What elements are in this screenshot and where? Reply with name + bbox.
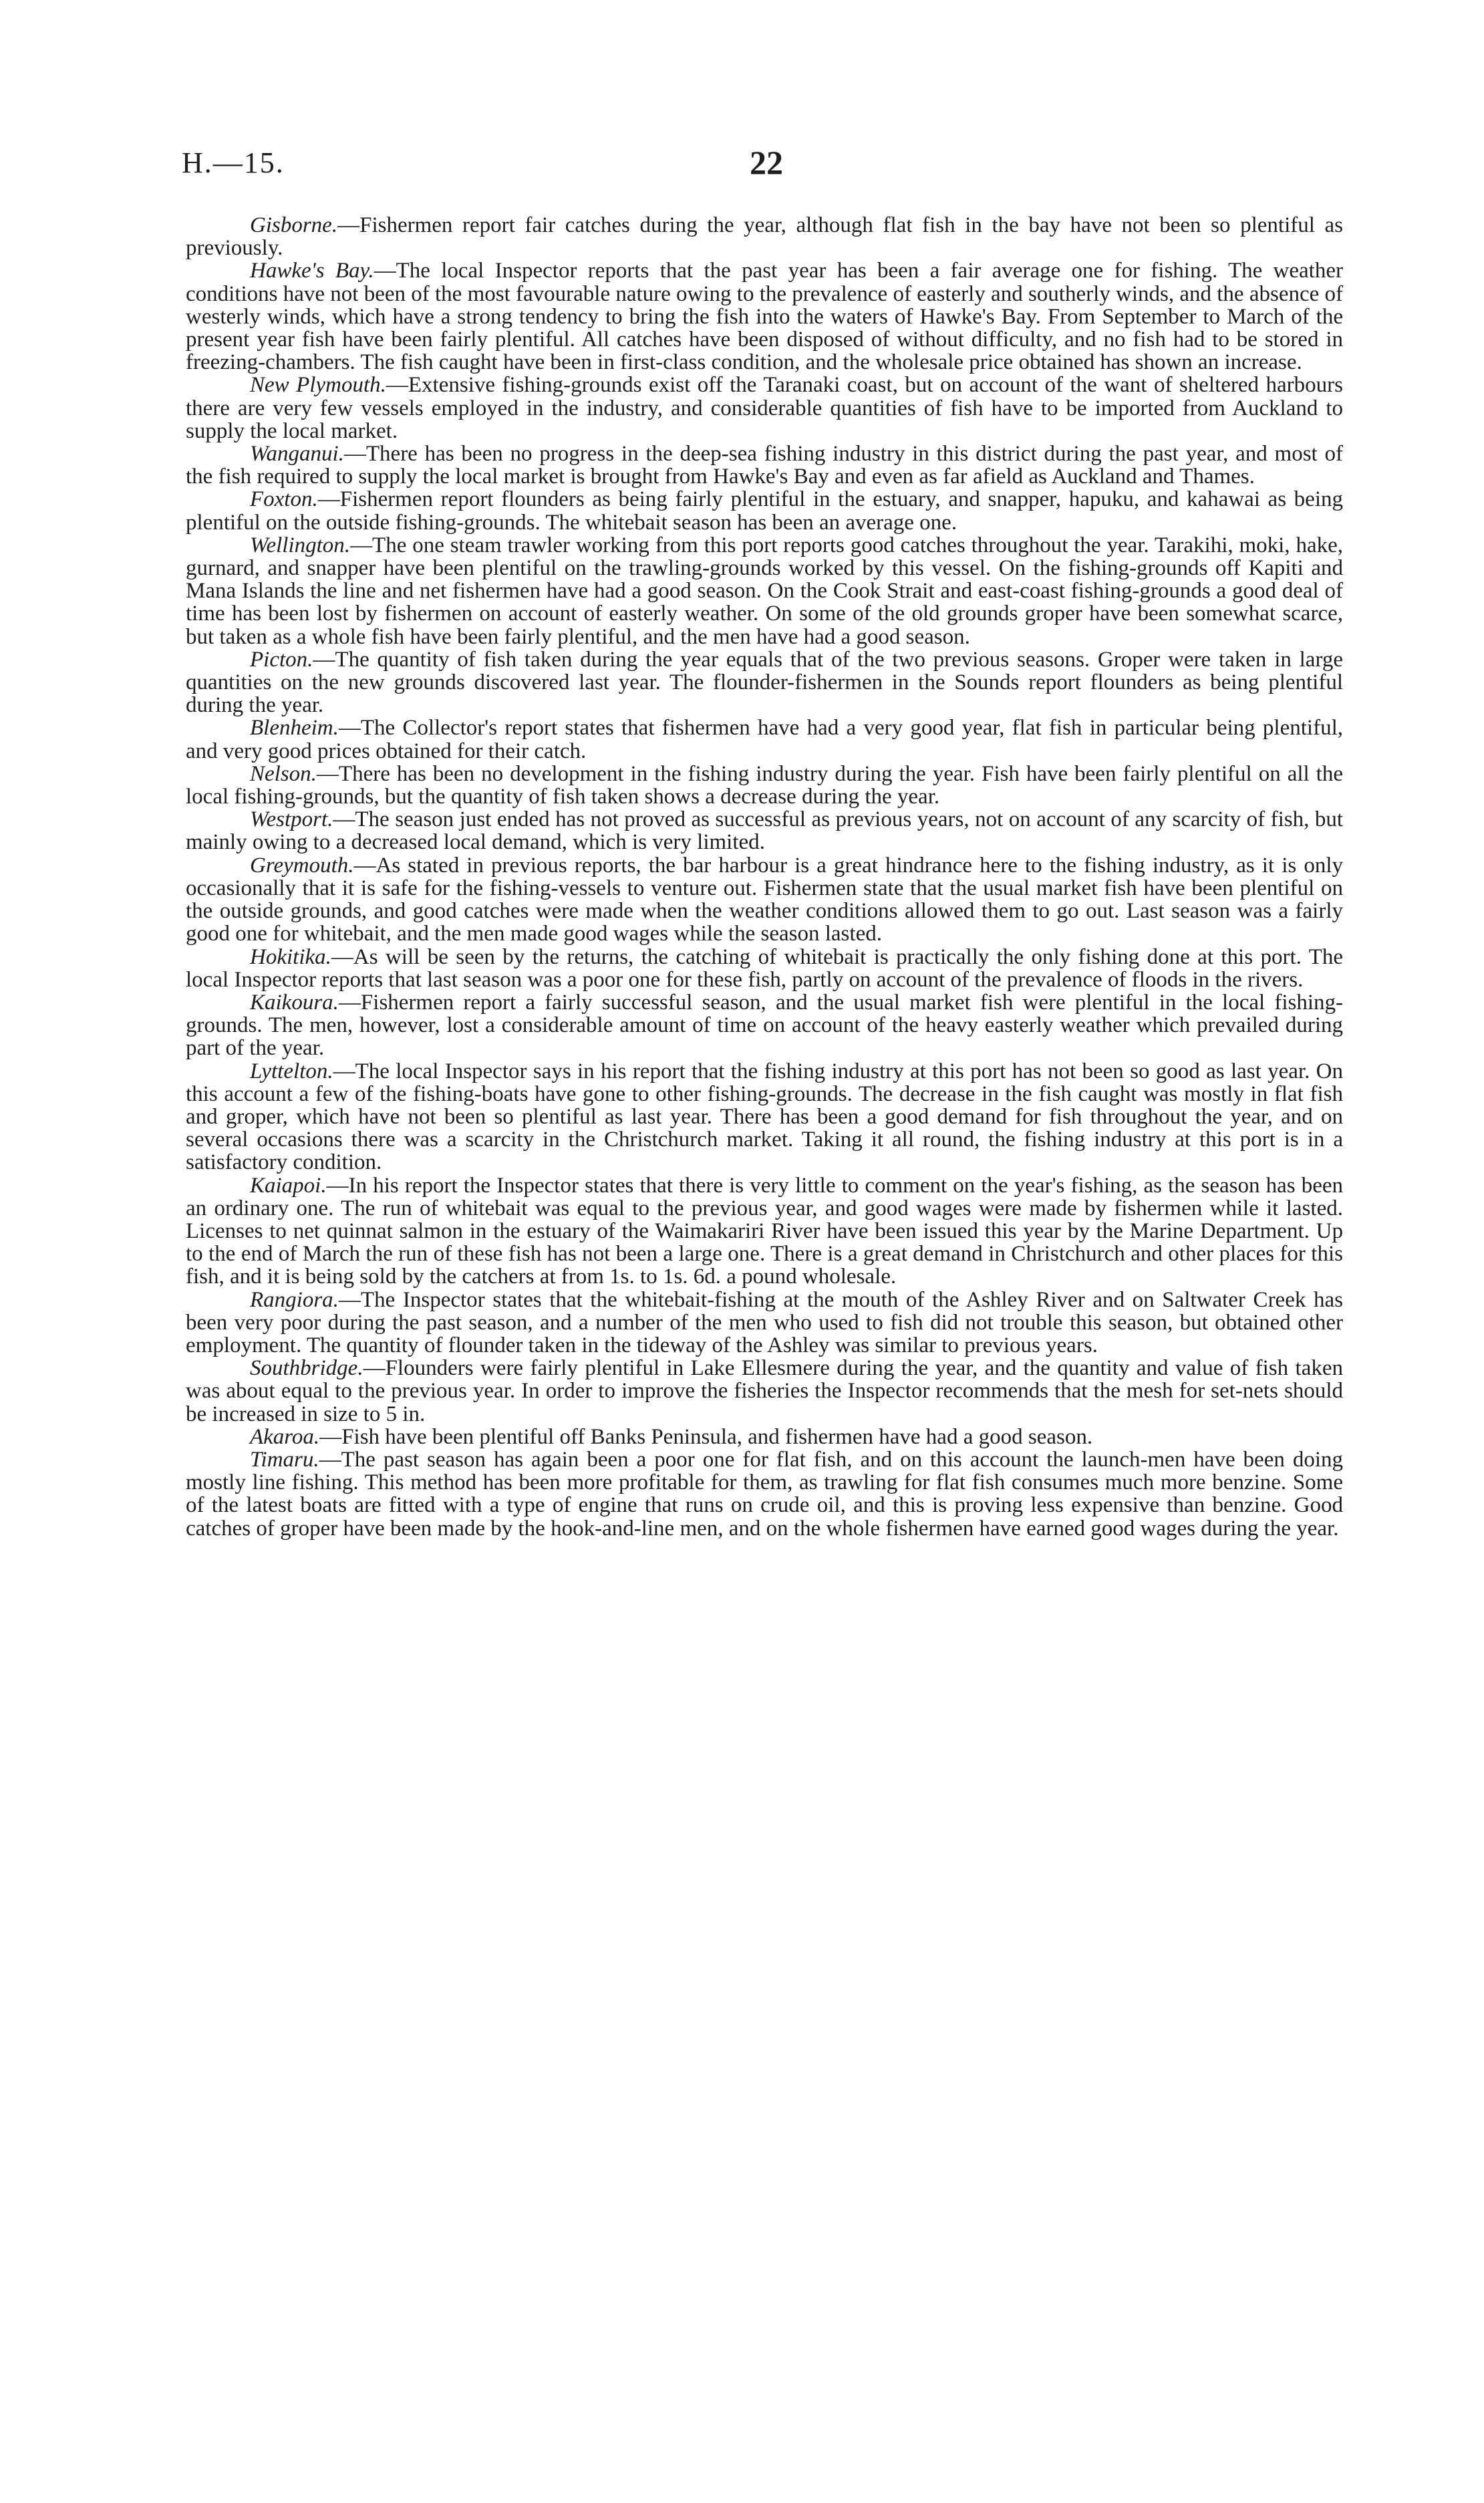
paragraph-text: —There has been no progress in the deep-sea fishing industry in this district during the past year, and most of the fish required to supply the local market is brought from Hawke's Bay and even as far afield as Auckland and Thames. — [186, 442, 1343, 489]
paragraph-text: —In his report the Inspector states that there is very little to comment on the year's fishing, as the season has been an ordinary one. The run of whitebait was equal to the previous year, and good wages were made by fishermen while it lasted. Licenses to net quinnat salmon in the estuary of the Waimakariri River have been issued this year by the Marine Department. Up to the end of March the run of these fish has not been a large one. There is a great demand in Christchurch and other places for this fish, and it is being sold by the catchers at from 1s. to 1s. 6d. a pound wholesale. — [186, 1173, 1343, 1289]
document-reference: H.—15. — [182, 146, 285, 179]
paragraph-kaikoura — [186, 991, 1343, 1060]
paragraph-greymouth — [186, 854, 1343, 946]
paragraph-westport — [186, 808, 1343, 853]
place-name: Westport. — [250, 807, 333, 832]
paragraph-gisborne — [186, 214, 1343, 259]
paragraph-text: —Fish have been plentiful off Banks Peninsula, and fishermen have had a good season. — [319, 1424, 1093, 1449]
paragraph-text: —The local Inspector reports that the past year has been a fair average one for fishing. The weather conditions have not been of the most favourable nature owing to the prevalence of easterly and southerly winds, and the absence of westerly winds, which have a strong tendency to bring the fish into the waters of Hawke's Bay. From September to March of the present year fish have been fairly plentiful. All catches have been disposed of without difficulty, and no fish had to be stored in freezing-chambers. The fish caught have been in first-class condition, and the wholesale price obtained has shown an increase. — [186, 259, 1343, 375]
place-name: Greymouth. — [250, 853, 354, 878]
paragraph-text: —The past season has again been a poor one for flat fish, and on this account the launch-men have been doing mostly line fishing. This method has been more profitable for them, as trawling for flat fish consumes much more benzine. Some of the latest boats are fitted with a type of engine that runs on crude oil, and this is proving less expensive than benzine. Good catches of groper have been made by the hook-and-line men, and on the whole fishermen have earned good wages during the year. — [186, 1447, 1343, 1541]
place-name: Kaiapoi. — [250, 1173, 327, 1198]
paragraph-foxton — [186, 488, 1343, 533]
place-name: Foxton. — [250, 487, 318, 512]
paragraph-text: —The local Inspector says in his report that the fishing industry at this port has not been so good as last year. On this account a few of the fishing-boats have gone to other fishing-grounds. The decrease in the fish caught was mostly in flat fish and groper, which have not been so plentiful as last year. There has been a good demand for fish throughout the year, and on several occasions there was a scarcity in the Christchurch market. Taking it all round, the fishing industry at this port is in a satisfactory condition. — [186, 1059, 1343, 1175]
place-name: Timaru. — [250, 1447, 319, 1472]
place-name: Hokitika. — [250, 944, 331, 969]
paragraph-rangiora — [186, 1289, 1343, 1357]
paragraph-picton — [186, 648, 1343, 717]
place-name: New Plymouth. — [250, 373, 386, 398]
place-name: Rangiora. — [250, 1287, 339, 1312]
place-name: Wellington. — [250, 533, 351, 557]
paragraph-hokitika — [186, 946, 1343, 991]
place-name: Picton. — [250, 647, 313, 672]
paragraph-southbridge — [186, 1357, 1343, 1426]
paragraph-kaiapoi — [186, 1174, 1343, 1289]
paragraph-blenheim — [186, 716, 1343, 762]
paragraph-text: —The one steam trawler working from this port reports good catches throughout the year. Tarakihi, moki, hake, gurnard, and snapper have been plentiful on the trawling-grounds worked by this vessel. On the fishing-grounds off Kapiti and Mana Islands the line and net fishermen have had a good season. On the Cook Strait and east-coast fishing-grounds a good deal of time has been lost by fishermen on account of easterly weather. On some of the old grounds groper have been somewhat scarce, but taken as a whole fish have been fairly plentiful, and the men have had a good season. — [186, 533, 1343, 649]
paragraph-lyttelton — [186, 1060, 1343, 1174]
paragraph-text: —The Collector's report states that fishermen have had a very good year, flat fish in particular being plentiful, and very good prices obtained for their catch. — [186, 716, 1343, 763]
paragraph-text: —The quantity of fish taken during the year equals that of the two previous seasons. Groper were taken in large quantities on the new grounds discovered last year. The flounder-fishermen in the Sounds report flounders as being plentiful during the year. — [186, 647, 1343, 718]
paragraph-akaroa — [186, 1426, 1343, 1448]
place-name: Wanganui. — [250, 442, 344, 467]
place-name: Nelson. — [250, 761, 317, 786]
place-name: Blenheim. — [250, 716, 339, 741]
paragraph-text: —Fishermen report a fairly successful season, and the usual market fish were plentiful in the local fishing-grounds. The men, however, lost a considerable amount of time on account of the heavy easterly weather which prevailed during part of the year. — [186, 990, 1343, 1061]
place-name: Kaikoura. — [250, 990, 339, 1015]
report-body — [186, 214, 1343, 1540]
paragraph-text: —As stated in previous reports, the bar harbour is a great hindrance here to the fishing industry, as it is only occasionally that it is safe for the fishing-vessels to venture out. Fishermen state that the usual market fish have been plentiful on the outside grounds, and good catches were made when the weather conditions allowed them to go out. Last season was a fairly good one for whitebait, and the men made good wages while the season lasted. — [186, 853, 1343, 946]
place-name: Lyttelton. — [250, 1059, 333, 1083]
paragraph-text: —The season just ended has not proved as successful as previous years, not on account of any scarcity of fish, but mainly owing to a decreased local demand, which is very limited. — [186, 807, 1343, 855]
paragraph-text: —There has been no development in the fishing industry during the year. Fish have been fairly plentiful on all the local fishing-grounds, but the quantity of fish taken shows a decrease during the year. — [186, 761, 1343, 809]
paragraph-text: —Fishermen report fair catches during the year, although flat fish in the bay have not been so plentiful as previously. — [186, 213, 1343, 261]
paragraph-text: —Fishermen report flounders as being fairly plentiful in the estuary, and snapper, hapuku, and kahawai as being plentiful on the outside fishing-grounds. The whitebait season has been an average one. — [186, 487, 1343, 535]
place-name: Hawke's Bay. — [250, 259, 374, 283]
paragraph-new-plymouth — [186, 374, 1343, 442]
paragraph-text: —Extensive fishing-grounds exist off the Taranaki coast, but on account of the want of sheltered harbours there are very few vessels employed in the industry, and considerable quantities of fish have to be imported from Auckland to supply the local market. — [186, 373, 1343, 443]
paragraph-nelson — [186, 763, 1343, 808]
paragraph-text: —As will be seen by the returns, the catching of whitebait is practically the only fishing done at this port. The local Inspector reports that last season was a poor one for these fish, partly on account of the prevalence of floods in the rivers. — [186, 944, 1343, 992]
paragraph-text: —Flounders were fairly plentiful in Lake Ellesmere during the year, and the quantity and value of fish taken was about equal to the previous year. In order to improve the fisheries the Inspector recommends that the mesh for set-nets should be increased in size to 5 in. — [186, 1356, 1343, 1426]
place-name: Gisborne. — [250, 213, 338, 237]
place-name: Akaroa. — [250, 1424, 320, 1449]
paragraph-text: —The Inspector states that the whitebait-fishing at the mouth of the Ashley River and on Saltwater Creek has been very poor during the past season, and a number of the men who used to fish did not trouble this season, but obtained other employment. The quantity of flounder taken in the tideway of the Ashley was similar to previous years. — [186, 1287, 1343, 1357]
paragraph-hawkes-bay — [186, 259, 1343, 374]
paragraph-wanganui — [186, 442, 1343, 488]
page-header — [182, 146, 1344, 192]
page-number: 22 — [750, 144, 783, 181]
place-name: Southbridge. — [250, 1356, 363, 1381]
paragraph-timaru — [186, 1448, 1343, 1540]
paragraph-wellington — [186, 534, 1343, 648]
